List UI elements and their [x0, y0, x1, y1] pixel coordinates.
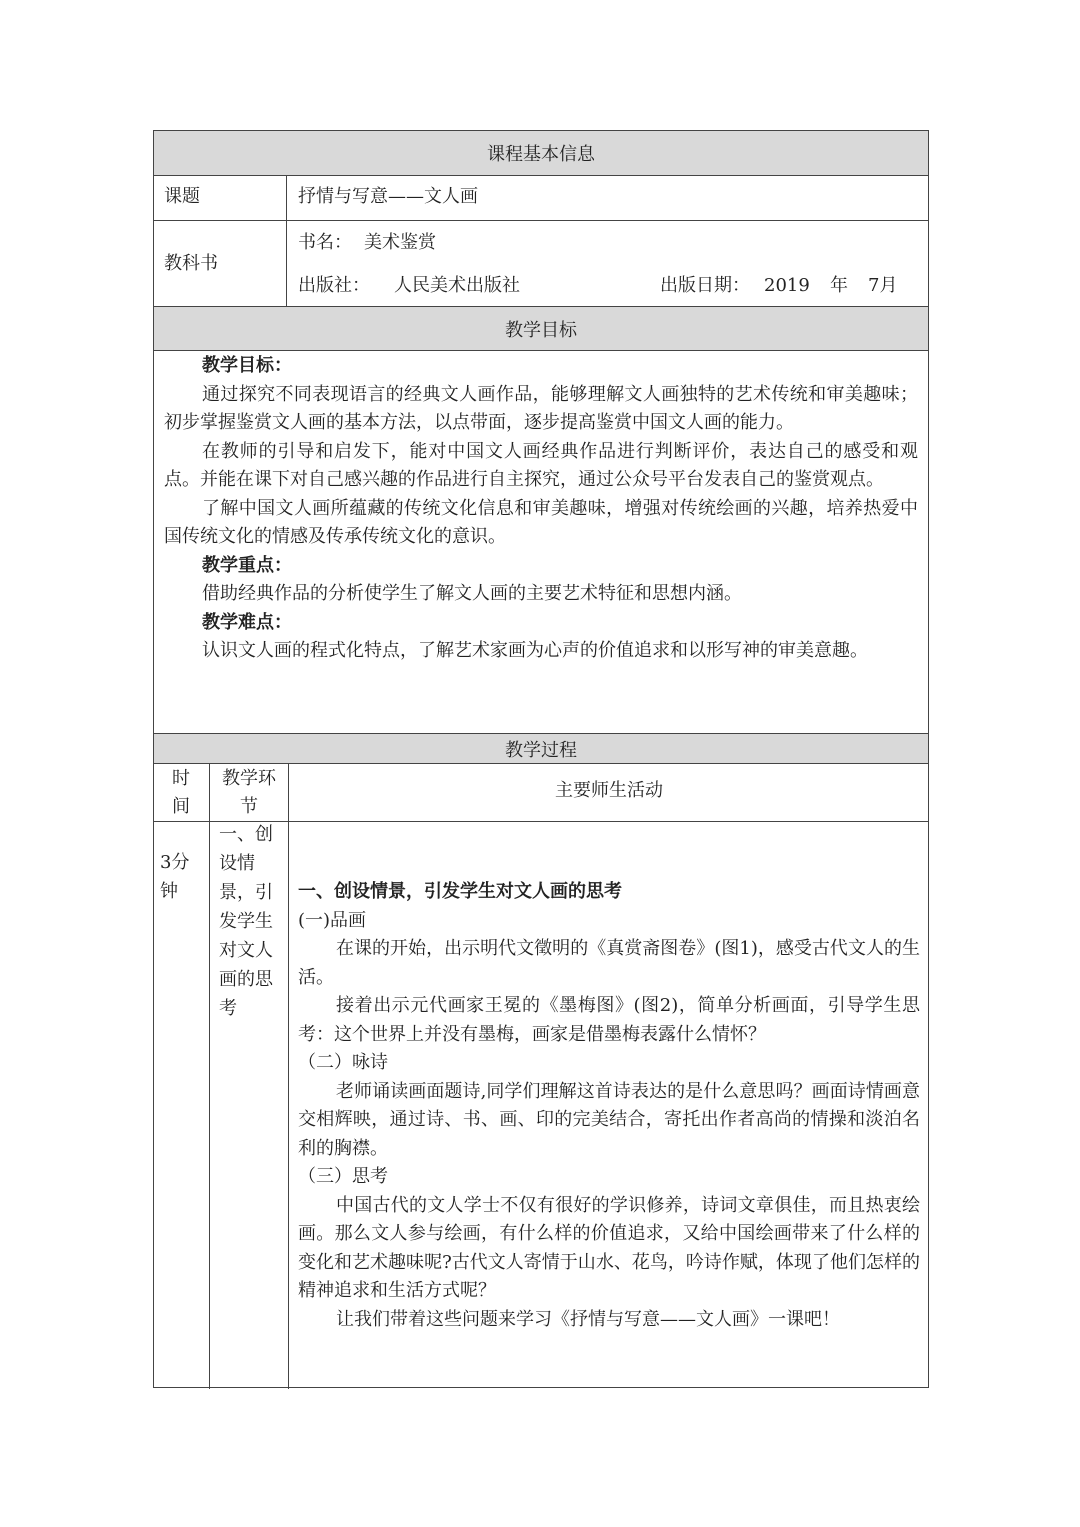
- pubdate-month: 7月: [868, 275, 898, 296]
- pubdate-year: 2019: [764, 275, 810, 296]
- activity-sub-2: （二）咏诗: [298, 1052, 388, 1073]
- pubdate-year-unit: 年: [830, 275, 848, 296]
- topic-value: 抒情与写意——文人画: [298, 186, 478, 207]
- difficulty-heading: 教学难点：: [202, 611, 292, 633]
- activity-paragraph-5: 让我们带着这些问题来学习《抒情与写意——文人画》一课吧！: [336, 1308, 840, 1330]
- section-process-header: [154, 734, 928, 763]
- section-basic-info-title: 课程基本信息: [487, 144, 595, 165]
- col-time-header: 时间: [172, 768, 190, 817]
- topic-label: 课题: [164, 186, 200, 207]
- section-basic-info-header: [154, 131, 928, 175]
- key-point-text: 借助经典作品的分析使学生了解文人画的主要艺术特征和思想内涵。: [202, 583, 742, 604]
- goal-paragraph-2: 在教师的引导和启发下，能对中国文人画经典作品进行判断评价，表达自己的感受和观点。并能在课下对自己感兴趣的作品进行自主探究，通过公众号平台发表自己的鉴赏观点。: [164, 440, 918, 490]
- goal-paragraph-3: 了解中国文人画所蕴藏的传统文化信息和审美趣味，增强对传统绘画的兴趣，培养热爱中国传统文化的情感及传承传统文化的意识。: [164, 497, 918, 547]
- section-process-title: 教学过程: [505, 739, 577, 761]
- col-stage-header: 教学环节: [222, 768, 276, 817]
- row-stage: 一、创设情景，引发学生对文人画的思考: [219, 824, 273, 1019]
- goal-paragraph-1: 通过探究不同表现语言的经典文人画作品，能够理解文人画独特的艺术传统和审美趣味；初步掌握鉴赏文人画的基本方法，以点带面，逐步提高鉴赏中国文人画的能力。: [164, 383, 918, 433]
- book-name-label: 书名：: [298, 232, 352, 253]
- publisher-value: 人民美术出版社: [394, 275, 520, 296]
- textbook-label: 教科书: [164, 253, 218, 274]
- difficulty-text: 认识文人画的程式化特点，了解艺术家画为心声的价值追求和以形写神的审美意趣。: [202, 640, 868, 661]
- objectives-body: [164, 352, 918, 666]
- activity-heading: 一、创设情景，引发学生对文人画的思考: [298, 881, 622, 902]
- col-activity-header: 主要师生活动: [555, 780, 663, 801]
- activity-body: [298, 878, 920, 1334]
- pubdate-label: 出版日期：: [660, 275, 750, 296]
- activity-paragraph-4: 中国古代的文人学士不仅有很好的学识修养，诗词文章俱佳，而且热衷绘画。那么文人参与绘画，有什么样的价值追求，又给中国绘画带来了什么样的变化和艺术趣味呢?古代文人寄情于山水、花鸟，吟诗作赋，体现了他们怎样的精神追求和生活方式呢？: [298, 1194, 920, 1301]
- activity-sub-3: （三）思考: [298, 1166, 388, 1187]
- goal-heading: 教学目标：: [202, 355, 292, 376]
- section-objectives-title: 教学目标: [505, 319, 577, 341]
- activity-paragraph-1: 在课的开始，出示明代文徵明的《真赏斋图卷》(图1)，感受古代文人的生活。: [298, 938, 920, 988]
- book-name-value: 美术鉴赏: [364, 232, 436, 253]
- row-time: 3分钟: [160, 852, 190, 902]
- activity-paragraph-3: 老师诵读画面题诗,同学们理解这首诗表达的是什么意思吗？画面诗情画意交相辉映，通过诗、书、画、印的完美结合，寄托出作者高尚的情操和淡泊名利的胸襟。: [298, 1080, 920, 1159]
- key-point-heading: 教学重点：: [202, 554, 292, 576]
- section-objectives-header: [154, 307, 928, 350]
- activity-paragraph-2: 接着出示元代画家王冕的《墨梅图》(图2)，简单分析画面，引导学生思考：这个世界上并没有墨梅，画家是借墨梅表露什么情怀？: [298, 995, 920, 1045]
- activity-sub-1: (一)品画: [298, 909, 367, 931]
- publisher-label: 出版社：: [298, 275, 370, 296]
- lesson-plan-table: [153, 130, 929, 1388]
